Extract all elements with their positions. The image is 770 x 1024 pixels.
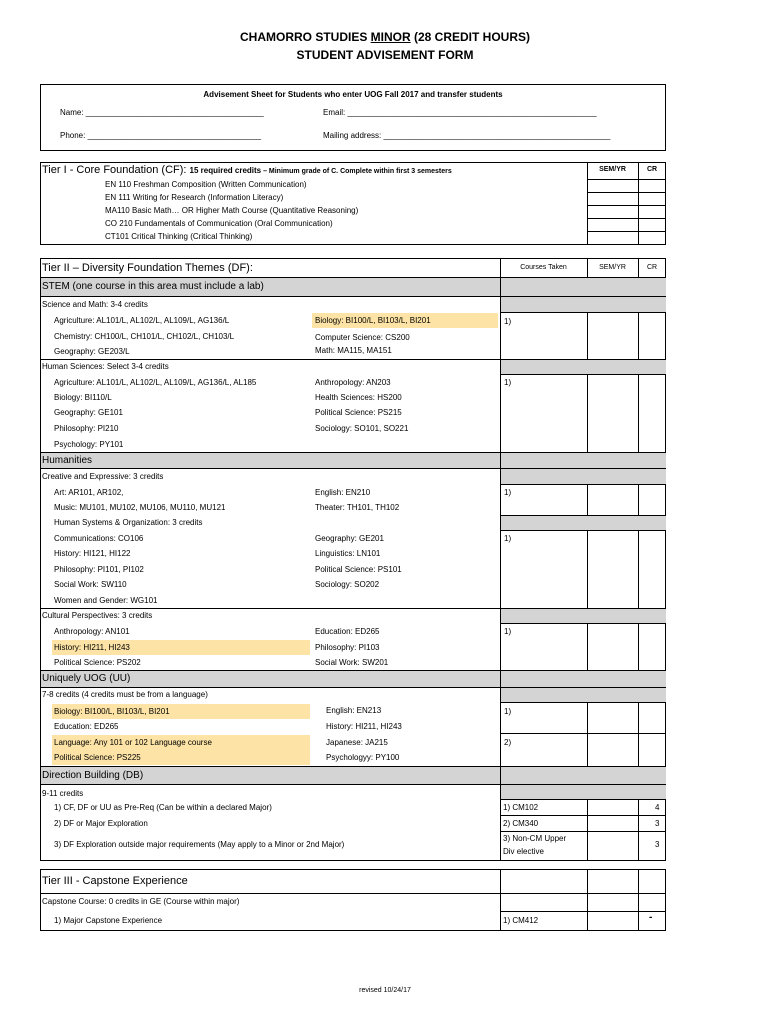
tier1-course: MA110 Basic Math… OR Higher Math Course (Quantitative Reasoning) <box>105 206 359 215</box>
taken-course[interactable]: 1) CM412 <box>503 916 539 925</box>
course-option: Education: ED265 <box>54 722 119 731</box>
course-option: Music: MU101, MU102, MU106, MU110, MU121 <box>54 503 226 512</box>
capstone-label: Capstone Course: 0 credits in GE (Course within major) <box>42 897 240 906</box>
revised-date: revised 10/24/17 <box>359 987 411 994</box>
course-option: Social Work: SW201 <box>315 658 389 667</box>
course-option: Language: Any 101 or 102 Language course <box>54 738 212 747</box>
advisement-line: Advisement Sheet for Students who enter UOG Fall 2017 and transfer students <box>203 90 503 99</box>
course-option: Theater: TH101, TH102 <box>315 503 400 512</box>
course-option: Political Science: PS215 <box>315 408 402 417</box>
course-option: Health Sciences: HS200 <box>315 393 402 402</box>
course-option: Sociology: SO101, SO221 <box>315 424 409 433</box>
direction-building-heading: Direction Building (DB) <box>42 770 144 781</box>
form-title: CHAMORRO STUDIES MINOR (28 CREDIT HOURS) <box>239 30 530 44</box>
taken-slot[interactable]: 1) <box>504 378 512 387</box>
course-option: Political Science: PS225 <box>54 753 141 762</box>
credit-value: 4 <box>655 803 660 812</box>
course-option: Linguistics: LN101 <box>315 549 381 558</box>
course-option: Women and Gender: WG101 <box>54 596 158 605</box>
course-option: History: HI121, HI122 <box>54 549 131 558</box>
tier3-heading: Tier III - Capstone Experience <box>42 875 188 887</box>
phone-field[interactable]: Phone: _______________________________________ <box>60 131 262 140</box>
db-item: 1) CF, DF or UU as Pre-Req (Can be within a declared Major) <box>54 803 272 812</box>
name-field[interactable]: Name: ________________________________________ <box>60 108 264 117</box>
taken-slot[interactable]: 1) <box>504 534 512 543</box>
capstone-item: 1) Major Capstone Experience <box>54 916 163 925</box>
uu-credits-label: 7-8 credits (4 credits must be from a language) <box>42 690 208 699</box>
course-option: Chemistry: CH100/L, CH101/L, CH102/L, CH103/L <box>54 332 235 341</box>
taken-slot[interactable]: 1) <box>504 707 512 716</box>
course-option: Agriculture: AL101/L, AL102/L, AL109/L, AG136/L <box>54 316 230 325</box>
taken-course[interactable]: 2) CM340 <box>503 819 539 828</box>
taken-slot[interactable]: 1) <box>504 317 512 326</box>
course-option: Philosophy: PI103 <box>315 643 380 652</box>
stem-heading: STEM (one course in this area must include a lab) <box>42 281 264 292</box>
taken-slot[interactable]: 1) <box>504 627 512 636</box>
course-option: Art: AR101, AR102, <box>54 488 124 497</box>
uniquely-uog-heading: Uniquely UOG (UU) <box>42 673 131 684</box>
tier1-heading: Tier I - Core Foundation (CF): 15 required credits – Minimum grade of C. Complete within first 3 semesters <box>42 164 452 176</box>
course-option: Psychologyy: PY100 <box>326 753 400 762</box>
course-option: History: HI211, HI243 <box>54 643 130 652</box>
course-option: Math: MA115, MA151 <box>315 346 392 355</box>
course-option: Biology: BI100/L, BI103/L, BI201 <box>54 707 170 716</box>
tier2-heading: Tier II – Diversity Foundation Themes (DF): <box>42 262 253 274</box>
db-item: 3) DF Exploration outside major requirements (May apply to a Minor or 2nd Major) <box>54 840 345 849</box>
cultural-label: Cultural Perspectives: 3 credits <box>42 611 153 620</box>
tier1-sem-header: SEM/YR <box>599 166 626 173</box>
human-systems-label: Human Systems & Organization: 3 credits <box>54 518 203 527</box>
mailing-address-field[interactable]: Mailing address: ___________________________________________________ <box>323 131 611 140</box>
tier2-cr-header: CR <box>646 264 658 271</box>
taken-slot[interactable]: 1) <box>504 488 512 497</box>
db-credits-label: 9-11 credits <box>42 789 84 798</box>
course-option: Philosophy: PI210 <box>54 424 119 433</box>
form-subtitle: STUDENT ADVISEMENT FORM <box>296 48 474 62</box>
course-option: Education: ED265 <box>315 627 380 636</box>
course-option: Political Science: PS202 <box>54 658 141 667</box>
credit-value: 3 <box>655 840 660 849</box>
course-option: Geography: GE101 <box>54 408 123 417</box>
course-option: English: EN210 <box>315 488 371 497</box>
taken-course[interactable]: Div elective <box>503 847 544 856</box>
tier1-course: EN 111 Writing for Research (Information Literacy) <box>105 193 284 202</box>
course-option: Philosophy: PI101, PI102 <box>54 565 144 574</box>
db-item: 2) DF or Major Exploration <box>54 819 148 828</box>
credit-value: 3 <box>655 819 660 828</box>
creative-label: Creative and Expressive: 3 credits <box>42 472 164 481</box>
course-option: Computer Science: CS200 <box>315 333 410 342</box>
credit-value: - <box>649 912 653 923</box>
human-sciences-label: Human Sciences: Select 3-4 credits <box>42 362 169 371</box>
humanities-heading: Humanities <box>42 455 93 466</box>
course-option: Psychology: PY101 <box>54 440 124 449</box>
science-math-label: Science and Math: 3-4 credits <box>42 300 148 309</box>
course-option: History: HI211, HI243 <box>326 722 402 731</box>
tier1-course: CT101 Critical Thinking (Critical Thinking) <box>105 232 253 241</box>
course-option: Geography: GE201 <box>315 534 384 543</box>
tier1-cr-header: CR <box>646 166 658 173</box>
course-option: Anthropology: AN101 <box>54 627 130 636</box>
course-option: Social Work: SW110 <box>54 580 127 589</box>
tier1-course: EN 110 Freshman Composition (Written Communication) <box>105 180 307 189</box>
course-option: Biology: BI100/L, BI103/L, BI201 <box>315 316 431 325</box>
course-option: Communications: CO106 <box>54 534 144 543</box>
tier1-course: CO 210 Fundamentals of Communication (Oral Communication) <box>105 219 333 228</box>
courses-taken-header: Courses Taken <box>520 264 567 271</box>
course-option: Agriculture: AL101/L, AL102/L, AL109/L, AG136/L, AL185 <box>54 378 257 387</box>
course-option: Japanese: JA215 <box>326 738 388 747</box>
taken-slot[interactable]: 2) <box>504 738 512 747</box>
course-option: Geography: GE203/L <box>54 347 130 356</box>
course-option: Anthropology: AN203 <box>315 378 391 387</box>
course-option: English: EN213 <box>326 706 382 715</box>
course-option: Political Science: PS101 <box>315 565 402 574</box>
email-field[interactable]: Email: ________________________________________________________ <box>323 108 597 117</box>
tier2-sem-header: SEM/YR <box>599 264 626 271</box>
course-option: Biology: BI110/L <box>54 393 112 402</box>
course-option: Sociology: SO202 <box>315 580 380 589</box>
taken-course[interactable]: 1) CM102 <box>503 803 539 812</box>
taken-course[interactable]: 3) Non-CM Upper <box>503 834 567 843</box>
